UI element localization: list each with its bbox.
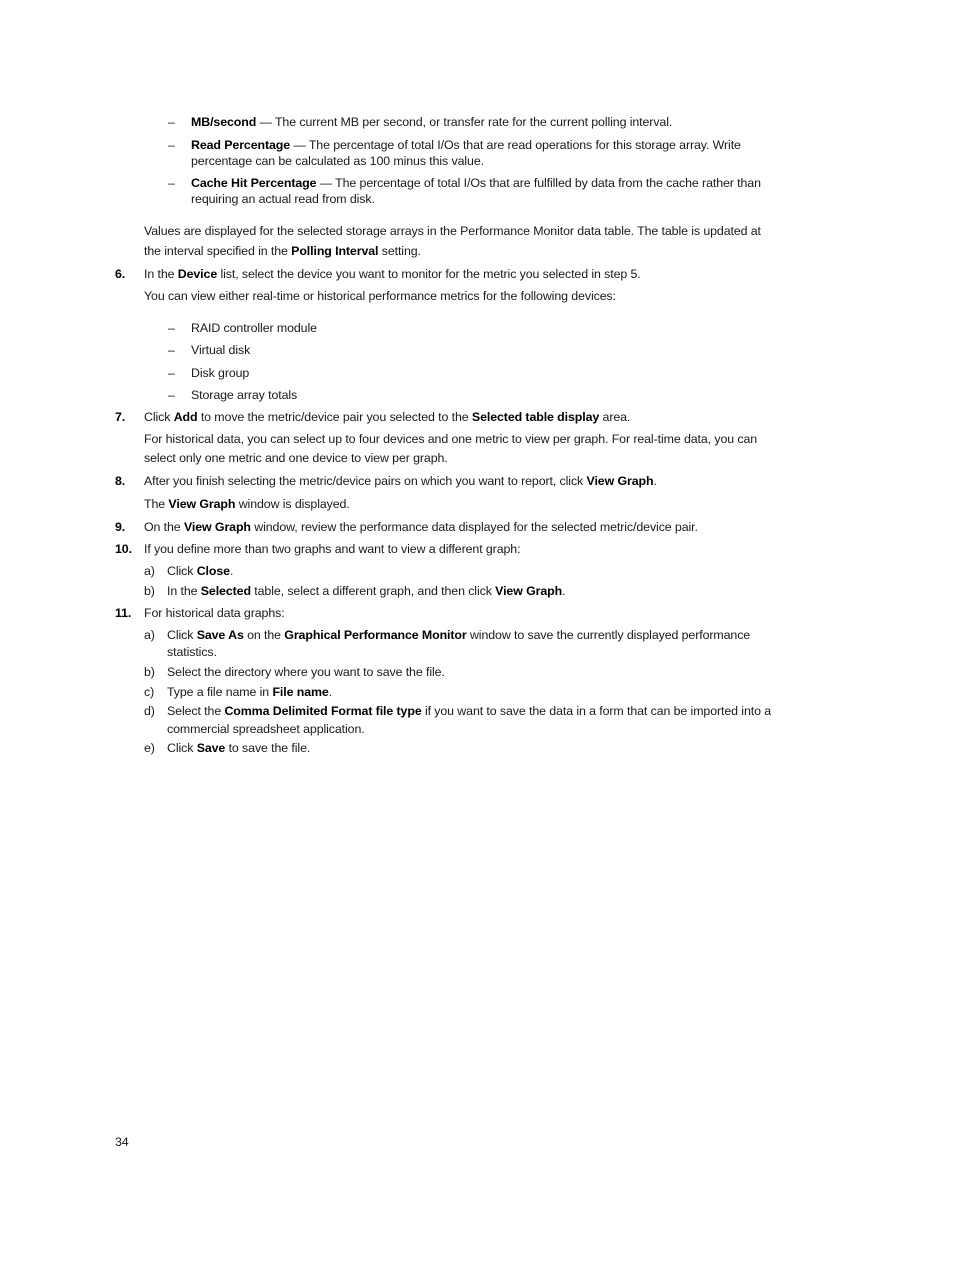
device-item: Disk group bbox=[191, 366, 250, 380]
step10-substep-b: In the Selected table, select a different graph, and then click View Graph. bbox=[167, 584, 566, 598]
step11-substep-c: Type a file name in File name. bbox=[167, 685, 333, 699]
device-item: Virtual disk bbox=[191, 343, 251, 357]
bullet-cache-hit-percentage-cont: requiring an actual read from disk. bbox=[191, 192, 375, 206]
bullet-dash: – bbox=[168, 321, 175, 335]
step11-substep-e: Click Save to save the file. bbox=[167, 741, 311, 755]
device-item: Storage array totals bbox=[191, 388, 298, 402]
step7-subtext-line2: select only one metric and one device to view per graph. bbox=[144, 451, 448, 465]
substep-letter: c) bbox=[144, 685, 155, 699]
step11-substep-d-cont: commercial spreadsheet application. bbox=[167, 722, 365, 736]
step11-text: For historical data graphs: bbox=[144, 606, 285, 620]
step7-text: Click Add to move the metric/device pair you selected to the Selected table display area. bbox=[144, 410, 631, 424]
device-item: RAID controller module bbox=[191, 321, 317, 335]
substep-letter: b) bbox=[144, 584, 155, 598]
step11-substep-d: Select the Comma Delimited Format file type if you want to save the data in a form that can be imported into a bbox=[167, 704, 772, 718]
substep-letter: a) bbox=[144, 564, 155, 578]
bullet-dash: – bbox=[168, 138, 175, 152]
step11-substep-b: Select the directory where you want to save the file. bbox=[167, 665, 445, 679]
bullet-dash: – bbox=[168, 176, 175, 190]
step6-subtext: You can view either real-time or historical performance metrics for the following devices: bbox=[144, 289, 616, 303]
step9-text: On the View Graph window, review the performance data displayed for the selected metric/device pair. bbox=[144, 520, 698, 534]
step8-text: After you finish selecting the metric/device pairs on which you want to report, click View Graph. bbox=[144, 474, 657, 488]
bullet-read-percentage: Read Percentage — The percentage of total I/Os that are read operations for this storage array. Write bbox=[191, 138, 741, 152]
bullet-read-percentage-cont: percentage can be calculated as 100 minus this value. bbox=[191, 154, 484, 168]
step-number: 8. bbox=[115, 474, 126, 488]
step-number: 10. bbox=[115, 542, 132, 556]
bullet-mb-second: MB/second — The current MB per second, or transfer rate for the current polling interval. bbox=[191, 115, 673, 129]
step-number: 9. bbox=[115, 520, 126, 534]
step-number: 11. bbox=[115, 606, 132, 620]
substep-letter: e) bbox=[144, 741, 155, 755]
bullet-cache-hit-percentage: Cache Hit Percentage — The percentage of total I/Os that are fulfilled by data from the cache rather than bbox=[191, 176, 761, 190]
bullet-dash: – bbox=[168, 115, 175, 129]
values-paragraph-line2: the interval specified in the Polling Interval setting. bbox=[144, 244, 421, 258]
step-number: 7. bbox=[115, 410, 126, 424]
step7-subtext-line1: For historical data, you can select up to four devices and one metric to view per graph. For real-time data, you can bbox=[144, 432, 758, 446]
step8-subtext: The View Graph window is displayed. bbox=[144, 497, 350, 511]
substep-letter: d) bbox=[144, 704, 155, 718]
page-number: 34 bbox=[115, 1135, 129, 1149]
step-number: 6. bbox=[115, 267, 126, 281]
substep-letter: b) bbox=[144, 665, 155, 679]
values-paragraph-line1: Values are displayed for the selected storage arrays in the Performance Monitor data table. The table is updated at bbox=[144, 224, 761, 238]
bullet-dash: – bbox=[168, 343, 175, 357]
substep-letter: a) bbox=[144, 628, 155, 642]
step6-text: In the Device list, select the device you want to monitor for the metric you selected in step 5. bbox=[144, 267, 641, 281]
bullet-dash: – bbox=[168, 388, 175, 402]
step11-substep-a: Click Save As on the Graphical Performance Monitor window to save the currently displayed performance bbox=[167, 628, 751, 642]
step11-substep-a-cont: statistics. bbox=[167, 645, 217, 659]
step10-substep-a: Click Close. bbox=[167, 564, 234, 578]
step10-text: If you define more than two graphs and want to view a different graph: bbox=[144, 542, 521, 556]
bullet-dash: – bbox=[168, 366, 175, 380]
